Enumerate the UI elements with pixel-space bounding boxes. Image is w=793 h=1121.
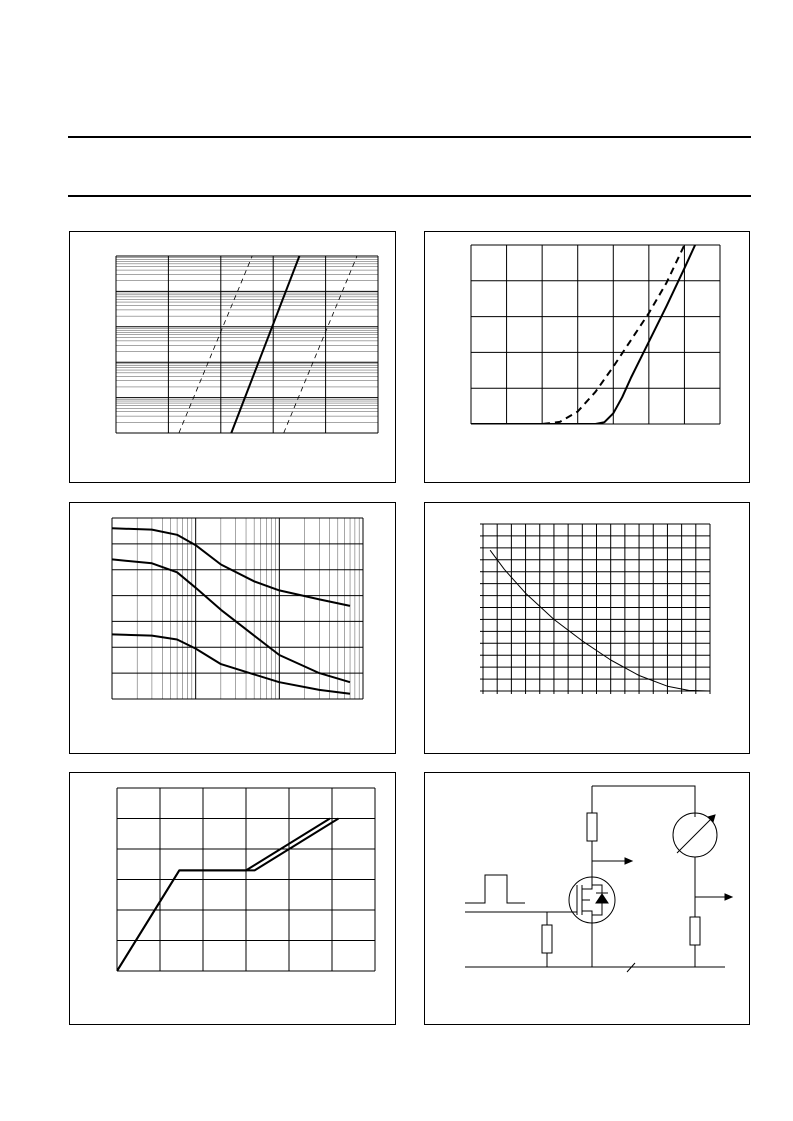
grid [112,518,363,699]
series-line-3 [284,256,357,433]
header-rule [68,195,751,197]
circuit-wire-top [592,786,695,817]
grid [117,788,375,971]
capacitance-characteristic-chart [70,503,397,755]
gate-charge-chart [70,773,397,1026]
meter-arrow-head [725,894,732,900]
panel-transfer-characteristic [69,231,396,483]
load-resistor [587,813,597,841]
transfer-characteristic-chart [70,232,397,484]
derating-curve-chart [425,503,751,755]
test-circuit-diagram [425,773,751,1026]
panel-derating-curve [424,502,750,754]
panel-capacitance-characteristic [69,502,396,754]
grid [116,256,378,433]
panel-gate-charge [69,772,396,1025]
series-line-2 [117,819,339,972]
output-characteristic-chart [425,232,751,484]
input-pulse [465,875,525,903]
gate-resistor [542,925,552,953]
top-rule [68,136,751,138]
series-line-2 [471,245,695,424]
panel-test-circuit [424,772,750,1025]
panel-output-characteristic [424,231,750,483]
sense-resistor [690,917,700,945]
mosfet-diode [596,894,608,903]
drain-arrow-head [625,858,632,864]
series-line-1 [117,819,330,972]
series-line-1 [112,528,350,606]
series-line-3 [112,634,350,693]
series-line-2 [112,559,350,682]
meter-needle [677,817,713,853]
grid [480,524,710,694]
